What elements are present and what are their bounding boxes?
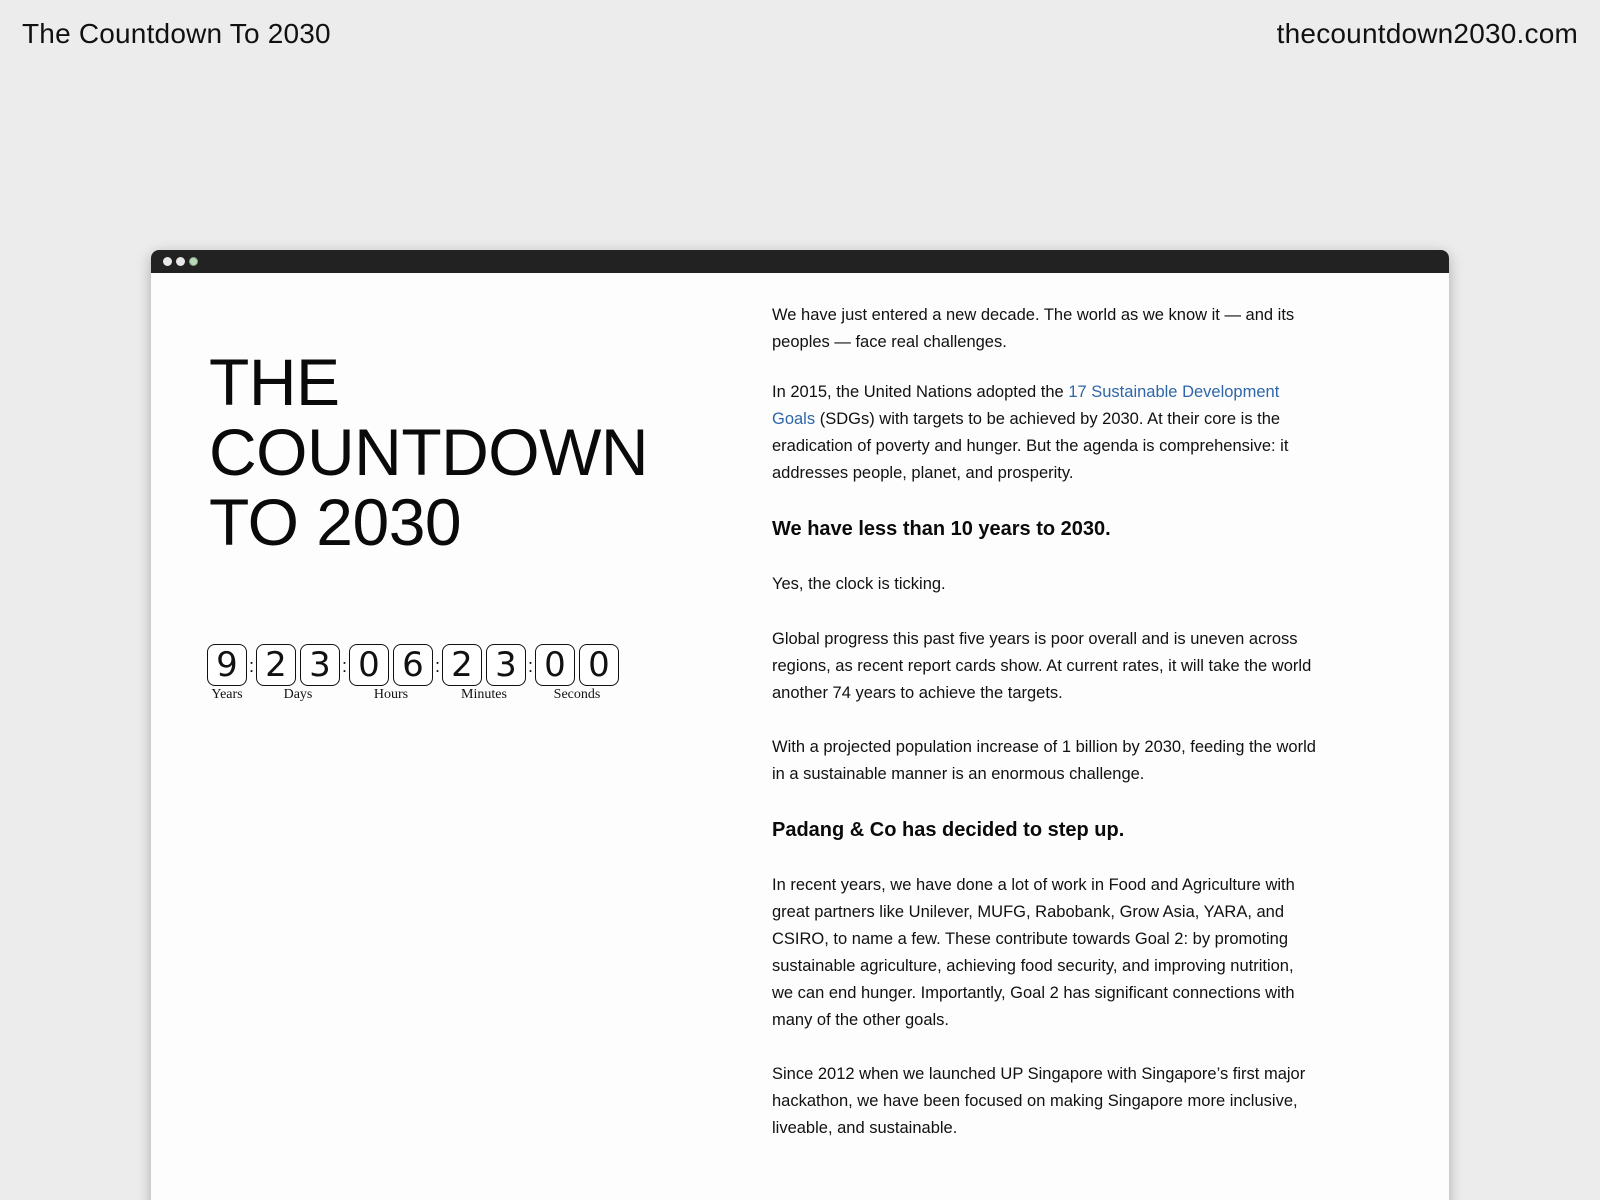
minutes-digit: 3 <box>486 644 526 686</box>
countdown-years <box>207 644 247 703</box>
countdown-separator: : <box>248 656 254 676</box>
window-maximize-dot-icon[interactable] <box>189 257 198 266</box>
countdown-days <box>256 644 340 703</box>
article-content <box>772 302 1317 1142</box>
up-singapore-paragraph: Since 2012 when we launched UP Singapore with Singapore’s first major hackathon, we have been focused on making Singapore more inclusive, liveable, and sustainable. <box>772 1065 1306 1137</box>
population-paragraph: With a projected population increase of 1 billion by 2030, feeding the world in a sustainable manner is an enormous challenge. <box>772 738 1316 783</box>
hero-title-line-3: TO 2030 <box>209 485 462 559</box>
countdown-minutes <box>442 644 526 703</box>
sdg-link[interactable]: 17 Sustainable Development Goals <box>772 383 1280 428</box>
heading-less-than-10-years: We have less than 10 years to 2030. <box>772 518 1111 540</box>
site-title: The Countdown To 2030 <box>22 18 331 49</box>
countdown-separator: : <box>434 656 440 676</box>
countdown-hours <box>349 644 433 703</box>
window-minimize-dot-icon[interactable] <box>176 257 185 266</box>
days-label: Days <box>283 687 313 702</box>
browser-window <box>151 250 1449 1200</box>
window-titlebar <box>151 250 1449 273</box>
hours-digit: 6 <box>393 644 433 686</box>
hero-title-line-1: THE <box>209 345 340 419</box>
years-label: Years <box>211 687 243 702</box>
countdown-separator: : <box>527 656 533 676</box>
window-close-dot-icon[interactable] <box>163 257 172 266</box>
clock-paragraph: Yes, the clock is ticking. <box>772 575 946 593</box>
hero-title <box>209 347 689 557</box>
hours-digit: 0 <box>349 644 389 686</box>
countdown-separator: : <box>341 656 347 676</box>
heading-padang-step-up: Padang & Co has decided to step up. <box>772 819 1125 841</box>
sdg-text-before: In 2015, the United Nations adopted the <box>772 383 1069 401</box>
countdown-seconds <box>535 644 619 703</box>
days-digit: 2 <box>256 644 296 686</box>
countdown-timer <box>207 644 619 703</box>
seconds-label: Seconds <box>553 687 601 702</box>
days-digit: 3 <box>300 644 340 686</box>
seconds-digit: 0 <box>535 644 575 686</box>
food-agriculture-paragraph: In recent years, we have done a lot of work in Food and Agriculture with great partners like Unilever, MUFG, Rabobank, Grow Asia, YARA, and CSIRO, to name a few. These contribute towards Goal 2: by promoting sustainable agriculture, achieving food security, and improving nutrition, we can end hunger. Importantly, Goal 2 has significant connections with many of the other goals. <box>772 876 1295 1029</box>
years-digit: 9 <box>207 644 247 686</box>
intro-paragraph: We have just entered a new decade. The world as we know it — and its peoples — face real challenges. <box>772 306 1295 351</box>
hero-title-line-2: COUNTDOWN <box>209 415 649 489</box>
minutes-label: Minutes <box>461 687 507 702</box>
sdg-text-after: (SDGs) with targets to be achieved by 2030. At their core is the eradication of poverty and hunger. But the agenda is comprehensive: it addresses people, planet, and prosperity. <box>772 410 1289 482</box>
hours-label: Hours <box>373 687 409 702</box>
minutes-digit: 2 <box>442 644 482 686</box>
site-url[interactable]: thecountdown2030.com <box>1276 18 1578 49</box>
seconds-digit: 0 <box>579 644 619 686</box>
sdg-paragraph <box>772 379 1317 487</box>
progress-paragraph: Global progress this past five years is poor overall and is uneven across regions, as recent report cards show. At current rates, it will take the world another 74 years to achieve the targets. <box>772 630 1312 702</box>
